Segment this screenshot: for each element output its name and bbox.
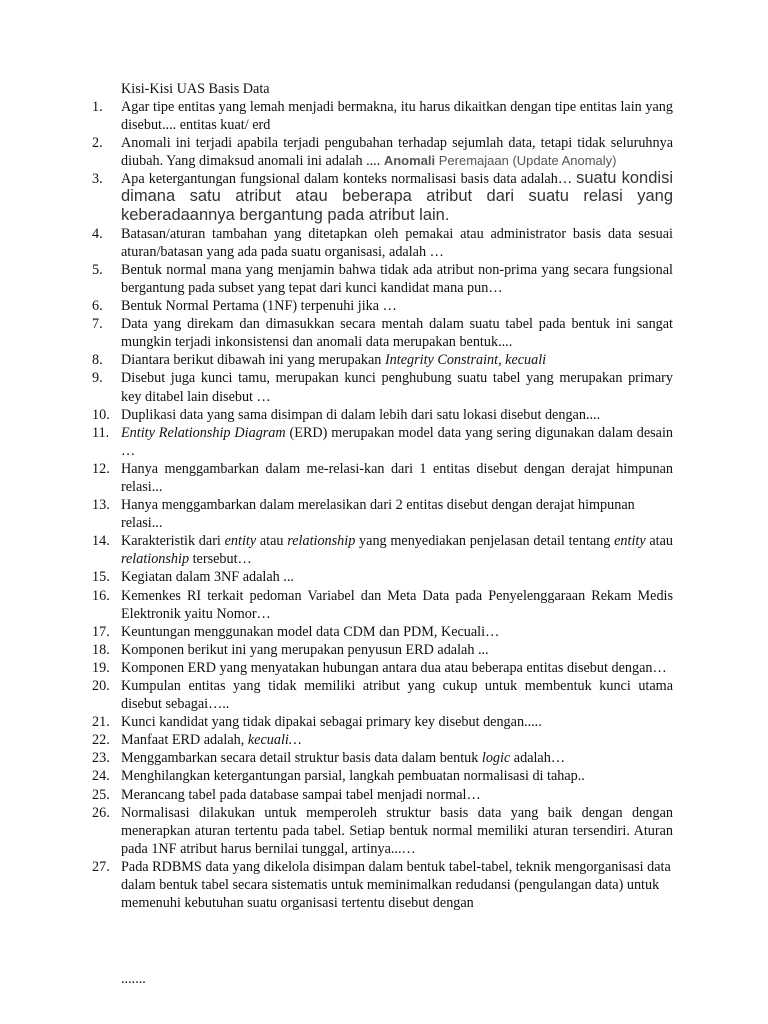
- question-item: [92, 297, 673, 315]
- question-text: Keuntungan menggunakan model data CDM dan PDM, Kecuali…: [121, 623, 500, 640]
- question-item: [92, 225, 673, 261]
- question-text: yang menyediakan penjelasan detail tentang: [355, 533, 615, 550]
- question-number: 15.: [92, 569, 110, 586]
- question-text: Entity Relationship Diagram: [121, 424, 286, 441]
- question-number: 4.: [92, 225, 103, 242]
- question-number: 1.: [92, 99, 103, 115]
- question-number: 19.: [92, 659, 110, 676]
- question-text: Disebut juga kunci tamu, merupakan kunci penghubung suatu tabel yang merupakan primary key ditabel lain disebut …: [121, 370, 673, 405]
- question-number: 6.: [92, 298, 103, 315]
- question-text: Hanya menggambarkan dalam merelasikan dari 2 entitas disebut dengan derajat himpunan relasi...: [121, 497, 635, 532]
- question-number: 9.: [92, 370, 103, 387]
- question-item: [92, 369, 673, 405]
- question-text: Batasan/aturan tambahan yang ditetapkan oleh pemakai atau administrator basis data sesuai aturan/batasan yang ada pada suatu organisasi, adalah …: [121, 225, 673, 260]
- question-item: [92, 496, 673, 532]
- question-number: 25.: [92, 786, 110, 803]
- question-text: Anomali ini terjadi apabila terjadi pengubahan terhadap sejumlah data, tetapi tidak seluruhnya diubah. Yang dimaksud anomali ini adalah ....: [121, 135, 673, 170]
- question-item: [92, 424, 674, 460]
- question-text: Menghilangkan ketergantungan parsial, langkah pembuatan normalisasi di tahap..: [121, 768, 585, 785]
- question-text: (ERD) merupakan model data yang sering digunakan dalam desain …: [121, 424, 674, 459]
- question-item: [92, 858, 673, 912]
- question-number: 27.: [92, 858, 110, 875]
- question-text: Karakteristik dari: [121, 533, 225, 550]
- question-item: [92, 532, 674, 568]
- question-item: [92, 351, 673, 369]
- question-text: Normalisasi dilakukan untuk memperoleh struktur basis data yang baik dengan dengan menerapkan aturan tertentu pada tabel. Setiap bentuk normal memiliki aturan tersendiri. Aturan pada 1NF atribut harus bernilai tunggal, artinya...…: [121, 804, 673, 857]
- question-item: [92, 587, 673, 623]
- question-number: 11.: [92, 424, 110, 441]
- question-text: Apa ketergantungan fungsional dalam konteks normalisasi basis data adalah…: [121, 171, 577, 188]
- question-number: 26.: [92, 804, 110, 821]
- question-number: 23.: [92, 750, 110, 767]
- question-item: [92, 786, 673, 804]
- question-text: Merancang tabel pada database sampai tabel menjadi normal…: [121, 786, 481, 803]
- question-text: kecuali: [505, 352, 547, 369]
- question-text: Kunci kandidat yang tidak dipakai sebagai primary key disebut dengan.....: [121, 714, 542, 731]
- question-number: 8.: [92, 352, 103, 369]
- question-item: [92, 460, 673, 496]
- question-item: [92, 134, 673, 170]
- question-text: Kegiatan dalam 3NF adalah ...: [121, 569, 294, 586]
- question-item: [92, 767, 673, 785]
- question-text: Diantara berikut dibawah ini yang merupakan: [121, 352, 385, 369]
- question-text: atau: [256, 533, 288, 550]
- question-number: 22.: [92, 732, 110, 749]
- question-item: [92, 659, 673, 677]
- question-text: Integrity Constraint: [384, 352, 499, 369]
- question-number: 17.: [92, 623, 110, 640]
- question-number: 13.: [92, 497, 110, 514]
- document-title: Kisi-Kisi UAS Basis Data: [121, 81, 270, 97]
- question-number: 3.: [92, 171, 103, 188]
- question-text: Agar tipe entitas yang lemah menjadi bermakna, itu harus dikaitkan dengan tipe entitas lain yang disebut.... entitas kuat/ erd: [121, 99, 673, 134]
- question-number: 7.: [92, 316, 103, 333]
- question-number: 12.: [92, 460, 110, 477]
- question-item: [92, 261, 673, 297]
- question-list: [92, 98, 674, 912]
- question-text: adalah…: [510, 750, 566, 767]
- question-text: Kumpulan entitas yang tidak memiliki atribut yang cukup untuk membentuk kunci utama disebut sebagai…..: [121, 678, 673, 713]
- answer-text: Anomali: [383, 153, 436, 169]
- question-text: logic: [481, 750, 511, 767]
- question-item: [92, 749, 673, 767]
- answer-text: suatu kondisi dimana satu atribut atau beberapa atribut dari suatu relasi yang keberadaannya bergantung pada atribut lain.: [121, 169, 673, 224]
- question-text: Bentuk normal mana yang menjamin bahwa tidak ada atribut non-prima yang secara fungsional bergantung pada subset yang tepat dari kunci kandidat mana pun…: [121, 261, 673, 296]
- question-text: kecuali…: [247, 732, 302, 749]
- question-text: Data yang direkam dan dimasukkan secara mentah dalam suatu tabel pada bentuk ini sangat mungkin terjadi inkonsistensi dan anomali data merupakan bentuk....: [121, 316, 673, 351]
- question-number: 2.: [92, 135, 103, 152]
- question-text: atau: [645, 533, 674, 550]
- question-item: [92, 568, 673, 586]
- question-text: Komponen ERD yang menyatakan hubungan antara dua atau beberapa entitas disebut dengan…: [121, 659, 667, 676]
- question-text: tersebut…: [189, 551, 252, 568]
- question-item: [92, 98, 673, 134]
- question-number: 24.: [92, 768, 110, 785]
- question-text: Kemenkes RI terkait pedoman Variabel dan Meta Data pada Penyelenggaraan Rekam Medis Elektronik yaitu Nomor…: [121, 587, 673, 622]
- question-item: [92, 641, 673, 659]
- question-item: [92, 804, 673, 858]
- question-item: [92, 623, 673, 641]
- question-item: [92, 713, 673, 731]
- question-item: [92, 731, 673, 749]
- answer-text: Peremajaan (Update Anomaly): [435, 153, 617, 169]
- question-text: entity: [614, 533, 646, 550]
- question-number: 18.: [92, 641, 110, 658]
- question-item: [92, 315, 673, 351]
- question-number: 14.: [92, 533, 110, 550]
- question-text: Hanya menggambarkan dalam me-relasi-kan dari 1 entitas disebut dengan derajat himpunan relasi...: [121, 460, 673, 495]
- trailing-dots: .......: [121, 971, 146, 987]
- question-text: relationship: [287, 533, 356, 550]
- question-text: Manfaat ERD adalah,: [121, 732, 248, 749]
- question-number: 5.: [92, 261, 103, 278]
- question-number: 10.: [92, 406, 110, 423]
- question-item: [92, 406, 673, 424]
- question-text: relationship: [121, 551, 190, 568]
- question-text: entity: [224, 533, 257, 550]
- question-text: Duplikasi data yang sama disimpan di dalam lebih dari satu lokasi disebut dengan....: [121, 406, 601, 423]
- question-number: 16.: [92, 587, 110, 604]
- question-text: Pada RDBMS data yang dikelola disimpan dalam bentuk tabel-tabel, teknik mengorganisasi data dalam bentuk tabel secara sistematis untuk meminimalkan redudansi (pengulangan data) untuk memenuhi kebutuhan suatu organisasi tertentu disebut dengan: [121, 858, 671, 912]
- question-item: [92, 677, 673, 713]
- question-text: Bentuk Normal Pertama (1NF) terpenuhi jika …: [121, 298, 397, 315]
- question-number: 20.: [92, 678, 110, 694]
- question-number: 21.: [92, 714, 110, 731]
- question-text: Menggambarkan secara detail struktur basis data dalam bentuk: [121, 750, 482, 767]
- question-text: ,: [498, 352, 506, 369]
- question-item: [92, 169, 673, 224]
- question-text: Komponen berikut ini yang merupakan penyusun ERD adalah ...: [121, 641, 489, 658]
